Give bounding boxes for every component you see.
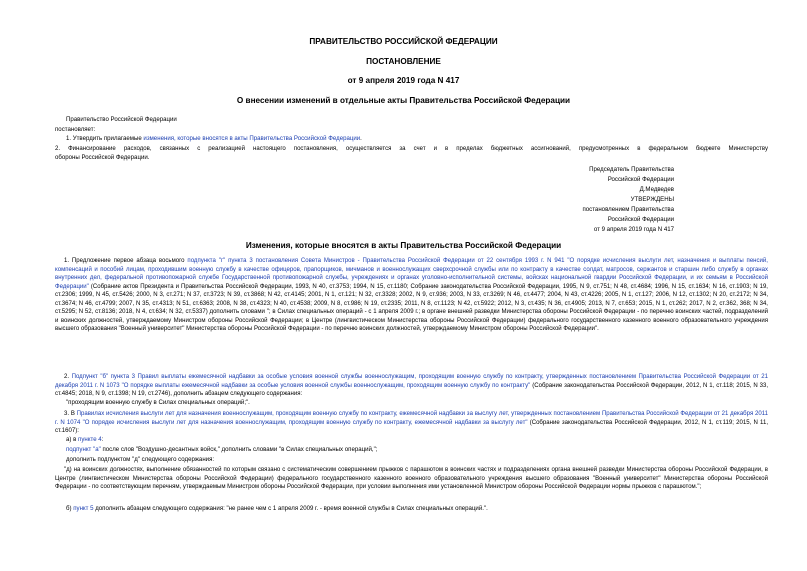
- document-type: ПОСТАНОВЛЕНИЕ: [366, 57, 441, 66]
- change-3a-1: [66, 446, 377, 455]
- change-1-intro: 1. Предложение первое абзаца восьмого: [64, 258, 188, 264]
- government-heading: ПРАВИТЕЛЬСТВО РОССИЙСКОЙ ФЕДЕРАЦИИ: [309, 37, 498, 46]
- change-3a-intro: а) в: [66, 436, 79, 443]
- decree-941-link[interactable]: подпункта "г" пункта 3 постановления Совета Министров - Правительства Российской Федерации от 22 сентября 1993 г. N 941 "О порядке исчисления выслуги лет, назначения и выплаты пенсий, компенсаций и пособий лицам, проходившим военную службу в качестве офицеров, прапорщиков, мичманов и военнослужащих сверхсрочной службы или по контракту в качестве солдат, матросов, сержантов и старшин либо службу в органах внутренних дел, федеральной противопожарной службе Государственной противопожарной службы, учреждениях и органах уголовно-исполнительной системы, войсках национальной гвардии Российской Федерации, и их семьям в Российской Федерации": [55, 258, 768, 290]
- paragraph-1: [66, 135, 362, 144]
- preamble-line-1: Правительство Российской Федерации: [66, 116, 177, 123]
- paragraph-1-text: 1. Утвердить прилагаемые: [66, 135, 144, 142]
- change-3a-1-text: после слов "Воздушно-десантных войск," дополнить словами "в Силах специальных операций,";: [100, 446, 378, 453]
- change-1-text: (Собрание актов Президента и Правительства Российской Федерации, 1993, N 40, ст.3753; 1994, N 15, ст.1180; Собрание законодательства Российской Федерации, 1995, N 9, ст.751; N 48, ст.4684; 1996, N 15, ст.1634; N 16, ст.1903; N 19, ст.2306; 1999, N 45, ст.5426; 2000, N 3, ст.271; N 37, ст.3723; N 39, ст.3868; N 42, ст.4145; 2001, N 1, ст.121; N 32, ст.3328; 2002, N 9, ст.936; 2003, N 33, ст.3269; N 46, ст.4477; 2004, N 43, ст.4226; 2005, N 1, ст.127; 2006, N 12, ст.1302; N 20, ст.2172; N 34, ст.3674; N 46, ст.4799; 2007, N 35, ст.4313; N 51, ст.6363; 2008, N 38, ст.4323; N 40, ст.4538; 2009, N 8, ст.986; N 19, ст.2335; 2011, N 8, ст.1123; N 42, ст.5922; 2012, N 3, ст.435; N 36, ст.4905; 2013, N 7, ст.653; 2015, N 1, ст.262; 2017, N 2, ст.362, 368; N 34, ст.5295; N 52, ст.8136; 2018, N 4, ст.634; N 32, ст.5337) дополнить словами "; в Силах специальных операций - с 1 апреля 2009 г.; в органе внешней разведки Министерства обороны Российской Федерации - по перечню воинских частей, подразделений и воинских должностей, утверждаемому Министром обороны Российской Федерации; в Центре (лингвистическом Министерства обороны Российской Федерации) федерального государственного казенного военного образовательного учреждения высшего образования "Военный университет" Министерства обороны Российской Федерации - по перечню воинских должностей, утверждаемому Министром обороны Российской Федерации".: [55, 283, 768, 332]
- change-1: [55, 257, 768, 334]
- change-3b: [66, 505, 488, 514]
- paragraph-2-line-2: обороны Российской Федерации.: [55, 154, 150, 161]
- document-title: О внесении изменений в отдельные акты Правительства Российской Федерации: [236, 96, 571, 105]
- change-3b-text: дополнить абзацем следующего содержания: "не ранее чем с 1 апреля 2009 г. - время военной службы в Силах специальных операций.".: [93, 505, 488, 512]
- change-3: [55, 410, 768, 436]
- approved-date: от 9 апреля 2019 года N 417: [593, 226, 674, 233]
- change-3a-2: дополнить подпунктом "д" следующего содержания:: [66, 456, 215, 463]
- signature-position: Председатель Правительства: [589, 166, 674, 173]
- change-3-text: (Собрание законодательства Российской Федерации, 2012, N 1, ст.119; 2015, N 11, ст.1607):: [55, 419, 769, 434]
- subpoint-a-link[interactable]: подпункт "а": [66, 446, 101, 453]
- change-3a-end: :: [101, 436, 104, 443]
- approved-by: постановлением Правительства: [582, 206, 674, 213]
- paragraph-1-end: .: [360, 135, 362, 142]
- rules-1073-link[interactable]: Подпункт "б" пункта 3 Правил выплаты ежемесячной надбавки за особые условия военной службы военнослужащим, проходящим военную службу по контракту, утвержденных постановлением Правительства Российской Федерации от 21 декабря 2011 г. N 1073 "О порядке выплаты ежемесячной надбавки за особые условия военной службы военнослужащим, проходящим военную службу по контракту": [55, 374, 768, 389]
- approved-label: УТВЕРЖДЕНЫ: [630, 196, 674, 203]
- change-3-intro: 3. В: [64, 411, 77, 417]
- rules-1074-link[interactable]: Правилах исчисления выслуги лет для назначения военнослужащим, проходящим военную службу по контракту, ежемесячной надбавки за выслугу лет, утвержденных постановлением Правительства Российской Федерации от 21 декабря 2011 г. N 1074 "О порядке исчисления выслуги лет для назначения военнослужащим, проходящим военную службу по контракту, ежемесячной надбавки за выслугу лет": [55, 411, 769, 426]
- change-2: [55, 373, 768, 399]
- change-2-intro: 2.: [64, 374, 72, 380]
- changes-link[interactable]: изменения, которые вносятся в акты Правительства Российской Федерации: [143, 135, 361, 142]
- change-3a: [66, 436, 103, 445]
- point-5-link[interactable]: пункт 5: [73, 505, 94, 512]
- signature-name: Д.Медведев: [639, 186, 674, 193]
- change-2-text: (Собрание законодательства Российской Федерации, 2012, N 1, ст.118; 2015, N 33, ст.4845; 2018, N 9, ст.1398; N 19, ст.2746), дополнить абзацем следующего содержания:: [55, 382, 769, 397]
- preamble-line-2: постановляет:: [55, 126, 96, 133]
- document-date: от 9 апреля 2019 года N 417: [347, 76, 460, 85]
- changes-title: Изменения, которые вносятся в акты Правительства Российской Федерации: [245, 241, 562, 250]
- point-4-link[interactable]: пункте 4: [78, 436, 102, 443]
- approved-country: Российской Федерации: [607, 216, 674, 223]
- change-2-quote: "проходящим военную службу в Силах специальных операций;".: [66, 399, 250, 406]
- signature-country: Российской Федерации: [607, 176, 674, 183]
- paragraph-2-line-1: 2. Финансирование расходов, связанных с реализацией настоящего постановления, осуществляется за счет и в пределах бюджетных ассигнований, предусмотренных в федеральном бюджете Министерству: [55, 146, 768, 152]
- change-3d-quote: "д) на воинских должностях, выполнение обязанностей по которым связано с систематическим совершением прыжков с парашютом в воинских частях и подразделениях органа внешней разведки Министерства обороны Российской Федерации, в Центре (лингвистическом Министерства обороны Российской Федерации) федерального государственного казенного военного образовательного учреждения высшего образования "Военный университет" Министерства обороны Российской Федерации - по соответствующим перечням, утверждаемым Министром обороны Российской Федерации, при условии выполнения ими установленной Министром обороны Российской Федерации нормы прыжков с парашютом.";: [55, 467, 768, 490]
- change-3b-intro: б): [66, 505, 74, 512]
